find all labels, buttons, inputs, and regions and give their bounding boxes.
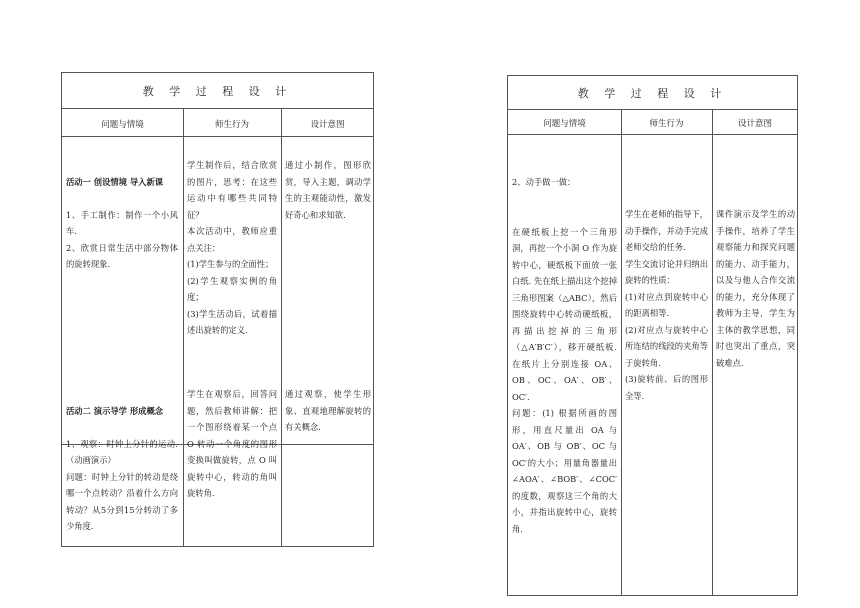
left-row2-context: [66, 386, 178, 551]
left-header-context: 问题与情境: [101, 120, 144, 130]
left-table-title: 教 学 过 程 设 计: [62, 73, 373, 109]
left-col-divider-1: [183, 109, 184, 546]
left-lesson-table: [61, 72, 374, 547]
right-header-intent: 设计意图: [737, 119, 772, 129]
left-header-behavior: 师生行为: [214, 120, 249, 130]
activity-1-heading: 活动一 创设情境 导入新课: [66, 176, 164, 187]
right-behavior-text: 学生在老师的指导下，动手操作，并动手完成老师交给的任务. 学生交流讨论并归纳出旋转的性质： (1)对应点到旋转中心的距离相等. (2)对应点与旋转中心所连结的线段的夹角等于旋转角. (3)旋转前、后的图形全等.: [625, 209, 708, 401]
left-header-intent: 设计意图: [310, 120, 345, 130]
left-row2-behavior: 学生在观察后，回答问题，然后教师讲解：把一个图形绕着某一个点 O 转动一个角度的图形变换叫做旋转，点 O 叫旋转中心，转动的角叫旋转角.: [187, 389, 277, 498]
left-col-divider-2: [281, 109, 282, 546]
right-table-title: 教 学 过 程 设 计: [508, 76, 797, 110]
activity-2-heading: 活动二 演示导学 形成概念: [66, 405, 164, 416]
left-row1-intent: 通过小制作，图形欣赏，导入主题，调动学生的主观能动性，激发好奇心和求知欲.: [285, 160, 371, 220]
right-col-divider-1: [621, 110, 622, 595]
left-row2-intent: 通过观察，使学生形象、直观地理解旋转的有关概念.: [285, 389, 371, 432]
left-row1-behavior: 学生制作后，结合欣赏的图片，思考：在这些运动中有哪些共同特征？ 本次活动中，教师应重点关注： (1)学生参与的全面性； (2)学生观察实例的角度； (3)学生活动后，试着描述出旋转的定义.: [187, 160, 277, 335]
right-context-text: 2、动手做一做： 在硬纸板上挖一个三角形洞，再挖一个小洞 O 作为旋转中心，硬纸板下面放一张白纸. 先在纸上描出这个挖掉三角形图案（△ABC），然后围绕旋转中心转动硬纸板，再描出挖掉的三角形（△A′B′C′），移开硬纸板. 在纸片上分别连接 OA、OB、OC、OA′、OB′、OC′. 问题：(1) 根据所画的图形，用直尺量出 OA 与 OA′、OB 与 OB′、OC 与 OC′的大小；用量角器量出∠AOA′、∠BOB′、∠COC′的度数，观察这三个角的大小，并指出旋转中心，旋转角.: [512, 177, 617, 534]
right-header-behavior: 师生行为: [649, 119, 684, 129]
left-row1-context: [66, 157, 178, 289]
activity-1-context-text: 1、手工制作：制作一个小风车. 2、欣赏日常生活中部分物体的旋转现象.: [66, 209, 178, 269]
right-lesson-table: [507, 75, 798, 596]
activity-2-context-text: 1、观察：时钟上分针的运动.（动画演示） 问题：时钟上分针的转动是绕哪一个点转动？沿着什么方向转动？从5分到15分转动了多少角度.: [66, 438, 178, 531]
right-intent-text: 课件演示及学生的动手操作，培养了学生观察能力和探究问题的能力、动手能力，以及与他人合作交流的能力，充分体现了教师为主导，学生为主体的教学思想，同时也突出了重点，突破难点.: [716, 209, 795, 368]
right-header-context: 问题与情境: [543, 119, 586, 129]
right-col-divider-2: [712, 110, 713, 595]
